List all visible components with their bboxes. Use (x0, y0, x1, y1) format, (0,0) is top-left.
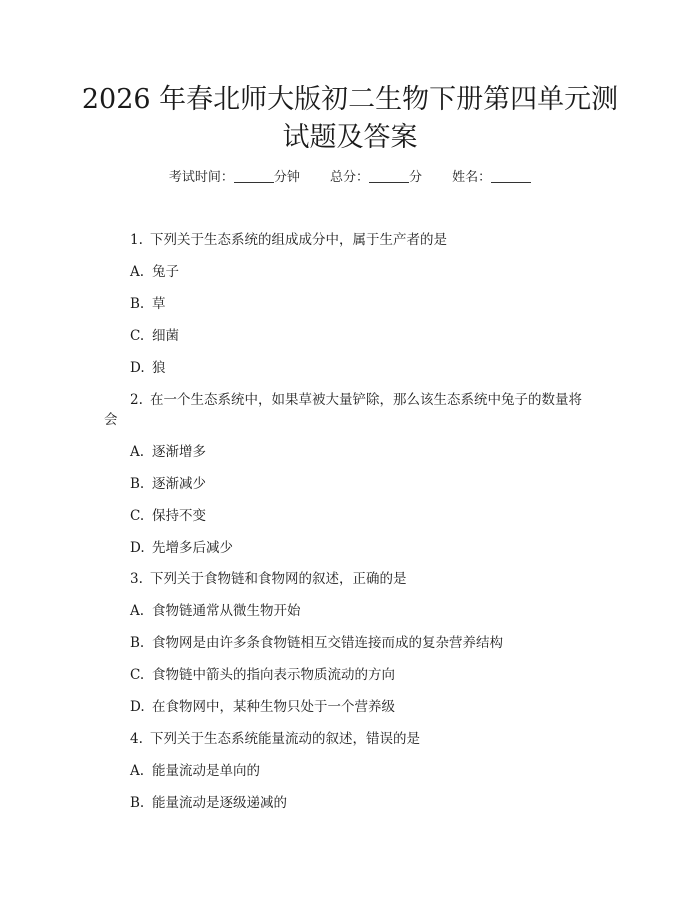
question-4-option-b (130, 794, 287, 812)
question-3-option-a (130, 602, 301, 620)
option-letter: D. (130, 699, 145, 715)
document-title-line-2: 试题及答案 (282, 122, 418, 153)
question-text: 下列关于食物链和食物网的叙述，正确的是 (150, 571, 407, 587)
option-text: 狼 (152, 360, 166, 376)
question-2-option-a (130, 443, 206, 461)
option-text: 食物网是由许多条食物链相互交错连接而成的复杂营养结构 (152, 635, 503, 651)
question-text: 下列关于生态系统能量流动的叙述，错误的是 (150, 731, 420, 747)
option-letter: A. (130, 603, 145, 619)
option-text: 在食物网中，某种生物只处于一个营养级 (152, 699, 395, 715)
document-title-line-1: 2026 年春北师大版初二生物下册第四单元测 (81, 84, 619, 115)
question-2-option-d (130, 539, 233, 557)
question-1-option-d (130, 359, 166, 377)
exam-time-unit: 分钟 (273, 170, 300, 185)
option-text: 能量流动是逐级递减的 (152, 795, 287, 811)
option-letter: B. (130, 635, 145, 651)
total-score-field (330, 168, 422, 187)
question-3-option-d (130, 698, 395, 716)
question-number: 3. (130, 571, 143, 587)
total-score-blank (369, 168, 409, 183)
question-4-option-a (130, 762, 260, 780)
option-letter: A. (130, 763, 145, 779)
question-text: 下列关于生态系统的组成成分中，属于生产者的是 (150, 232, 447, 248)
question-2-option-b (130, 475, 206, 493)
option-text: 食物链通常从微生物开始 (152, 603, 301, 619)
question-3-option-b (130, 634, 503, 652)
question-1-option-b (130, 295, 166, 313)
question-number: 2. (130, 392, 143, 408)
option-text: 先增多后减少 (152, 540, 233, 556)
option-letter: B. (130, 476, 145, 492)
option-text: 草 (152, 296, 166, 312)
option-letter: A. (130, 444, 145, 460)
exam-time-label: 考试时间： (168, 170, 234, 185)
question-3 (130, 570, 407, 588)
question-3-option-c (130, 666, 395, 684)
option-letter: D. (130, 540, 145, 556)
question-1-option-c (130, 327, 179, 345)
option-letter: C. (130, 328, 145, 344)
question-1-option-a (130, 263, 179, 281)
exam-time-blank (234, 168, 274, 183)
option-text: 能量流动是单向的 (152, 763, 260, 779)
option-letter: B. (130, 296, 145, 312)
exam-time-field (169, 168, 300, 187)
option-text: 保持不变 (152, 508, 206, 524)
student-name-blank (491, 168, 531, 183)
student-name-label: 姓名： (452, 170, 492, 185)
option-letter: B. (130, 795, 145, 811)
question-1 (130, 231, 447, 249)
option-text: 兔子 (152, 264, 179, 280)
total-score-unit: 分 (409, 170, 423, 185)
question-4 (130, 730, 420, 748)
option-letter: C. (130, 667, 145, 683)
option-letter: C. (130, 508, 145, 524)
question-2 (130, 391, 582, 409)
question-2-text-continued: 会 (104, 412, 118, 428)
option-text: 逐渐减少 (152, 476, 206, 492)
exam-meta (0, 168, 700, 187)
option-text: 逐渐增多 (152, 444, 206, 460)
option-letter: D. (130, 360, 145, 376)
option-letter: A. (130, 264, 145, 280)
question-number: 1. (130, 232, 143, 248)
question-text: 在一个生态系统中，如果草被大量铲除，那么该生态系统中兔子的数量将 (150, 392, 582, 408)
total-score-label: 总分： (329, 170, 369, 185)
student-name-field (452, 168, 531, 187)
option-text: 食物链中箭头的指向表示物质流动的方向 (152, 667, 395, 683)
question-number: 4. (130, 731, 143, 747)
option-text: 细菌 (152, 328, 179, 344)
question-2-option-c (130, 507, 206, 525)
